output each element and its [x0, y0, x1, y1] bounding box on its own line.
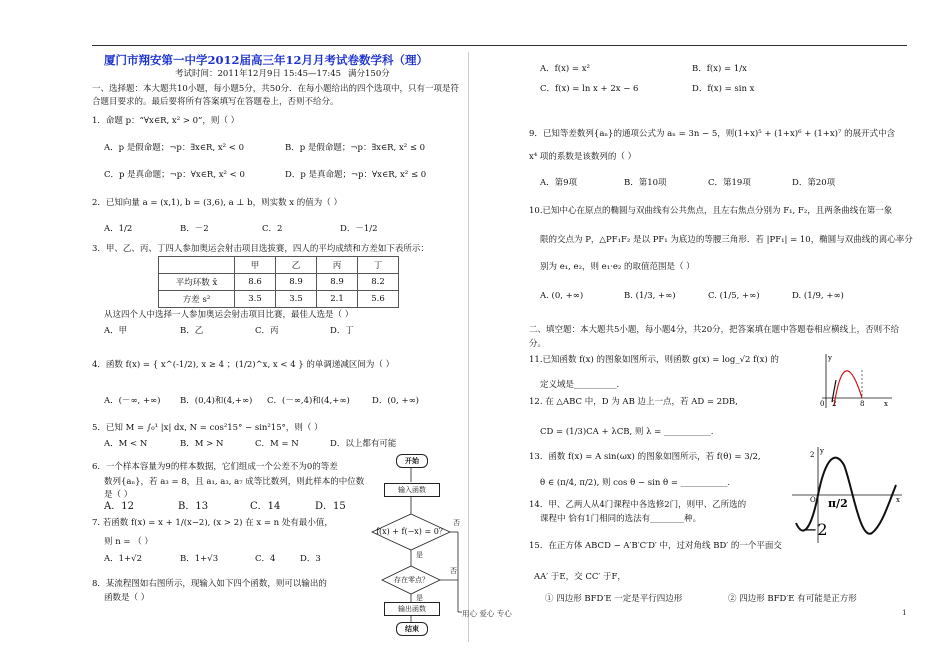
flow-no-1: 否: [453, 519, 460, 527]
q3-option-a: A．甲: [104, 326, 128, 336]
q11-function-graph: [814, 350, 894, 410]
table-cell: 乙: [276, 257, 317, 274]
q7-option-b: B．1+√3: [180, 554, 219, 564]
section2-line1: 二、填空题：本大题共5小题，每小题4分，共20分，把答案填在题中答题卷相应横线上，否则不给: [529, 325, 900, 335]
column-divider: [468, 52, 469, 642]
q12-line1: 12. 在 △ABC 中，D 为 AB 边上一点，若 AD = 2DB,: [529, 397, 738, 407]
flow-input: 输入函数: [384, 483, 440, 497]
q4-stem: 4．函数 f(x) = { x^(-1/2), x ≥ 4 ；(1/2)^x, x < 4 } 的单调递减区间为（ ）: [92, 360, 395, 370]
q8-option-a: A．f(x) = x²: [540, 64, 590, 74]
q8-option-c: C．f(x) = ln x + 2x − 6: [540, 84, 639, 94]
q13-amp-pos: 2: [810, 451, 815, 459]
q4-option-a: A．(－∞, +∞): [104, 396, 161, 406]
table-cell: [159, 257, 235, 274]
table-cell: 3.5: [276, 291, 317, 308]
q10-line1: 10.已知中心在原点的椭圆与双曲线有公共焦点，且左右焦点分别为 F₁, F₂，且两条曲线在第一象: [529, 206, 893, 216]
table-cell: 方差 s²: [159, 291, 235, 308]
table-cell: 8.2: [358, 274, 399, 291]
header-rule: [92, 45, 907, 46]
q1-option-c: C．p 是真命题；¬p：∀x∈R, x² < 0: [104, 170, 245, 180]
table-cell: 5.6: [358, 291, 399, 308]
q13-amp-neg: −2: [804, 520, 828, 539]
q2-option-d: D．－1/2: [340, 224, 378, 234]
q5-stem: 5．已知 M = ∫₀¹ |x| dx, N = cos²15° − sin²15°，则（ ）: [92, 423, 323, 433]
q9-option-c: C．第19项: [708, 178, 751, 188]
q4-option-b: B．(0,4)和(4,+∞): [180, 396, 253, 406]
q6-option-b: B．13: [178, 501, 209, 512]
q13-tick-pi2: π/2: [828, 497, 848, 510]
instructions-line1: 一、选择题：本大题共10小题，每小题5分，共50分．在每小题给出的四个选项中，只有一项是符: [92, 84, 460, 94]
table-cell: 丁: [358, 257, 399, 274]
q15-option-2: ② 四边形 BFD′E 有可能是正方形: [728, 594, 857, 604]
q3-stem: 3．甲、乙、丙、丁四人参加奥运会射击项目选拔赛，四人的平均成绩和方差如下表所示：: [92, 244, 429, 254]
section2-line2: 分。: [529, 339, 547, 349]
table-header-row: [159, 257, 399, 274]
table-cell: 平均环数 x̄: [159, 274, 235, 291]
table-cell: 2.1: [317, 291, 358, 308]
q3-option-d: D．丁: [330, 326, 354, 336]
q5-option-d: D．以上都有可能: [330, 439, 397, 449]
q12-line2: CD = (1/3)CA + λCB, 则 λ = ___________.: [540, 427, 714, 437]
q11-line2: 定义域是__________．: [540, 380, 626, 390]
q4-option-c: C．(－∞,4)和(4,+∞): [267, 396, 350, 406]
q14-line2: 课程中 恰有1门相同的选法有________种。: [540, 514, 702, 524]
q9-option-d: D．第20项: [792, 178, 836, 188]
table-cell: 8.9: [317, 274, 358, 291]
q15-option-1: ① 四边形 BFD′E 一定是平行四边形: [545, 594, 683, 604]
flow-start: 开始: [396, 454, 428, 468]
score-table: [158, 256, 399, 308]
q5-option-c: C．M = N: [255, 439, 299, 449]
q3-follow: 从这四个人中选择一人参加奥运会射击项目比赛，最佳人选是（ ）: [104, 310, 354, 320]
q5-option-a: A．M < N: [104, 439, 148, 449]
flow-cond-odd: f(x) + f(−x) = 0？: [376, 527, 447, 536]
table-cell: 丙: [317, 257, 358, 274]
flow-yes-2: 是: [416, 594, 423, 602]
q6-line2: 数列{aₙ}，若 a₃ = 8，且 a₁, a₃, a₇ 成等比数列，则此样本的中位数: [104, 477, 365, 487]
q2-option-a: A．1/2: [104, 224, 133, 234]
flowchart: [350, 452, 462, 637]
q6-line1: 6．一个样本容量为9的样本数据，它们组成一个公差不为0的等差: [92, 462, 338, 472]
q2-stem: 2．已知向量 a = (x,1), b = (3,6), a ⊥ b，则实数 x 的值为（ ）: [92, 198, 342, 208]
exam-title: 厦门市翔安第一中学2012届高三年12月月考试卷数学科（理）: [104, 53, 429, 67]
q8-line1: 8．某流程图如右图所示，现输入如下四个函数，则可以输出的: [92, 579, 327, 589]
flow-cond-zero: 存在零点？: [394, 576, 429, 584]
q6-line3: 是（ ）: [104, 490, 133, 500]
q13-sine-graph: [790, 445, 905, 545]
flow-yes-1: 是: [416, 551, 423, 559]
q11-axis-y: y: [828, 354, 832, 362]
q10-option-d: D. (1/9, +∞): [792, 291, 844, 301]
q4-option-d: D．(0, +∞): [372, 396, 419, 406]
q13-line1: 13．函数 f(x) = A sin(ωx) 的图象如图所示，若 f(θ) = 3/2,: [529, 452, 761, 462]
q7-option-d: D．3: [300, 554, 321, 564]
table-row: [159, 274, 399, 291]
table-cell: 3.5: [235, 291, 276, 308]
q11-tick-2: 2: [832, 400, 837, 408]
q5-option-b: B．M > N: [180, 439, 224, 449]
q10-option-c: C. (1/5, +∞): [708, 291, 760, 301]
q8-option-d: D．f(x) = sin x: [692, 84, 755, 94]
q10-option-b: B. (1/3, +∞): [624, 291, 676, 301]
q2-option-c: C．2: [262, 224, 283, 234]
q13-axis-y: y: [820, 447, 824, 455]
q11-axis-x: x: [884, 400, 888, 408]
q11-tick-0: 0: [820, 400, 825, 408]
q8-option-b: B．f(x) = 1/x: [692, 64, 747, 74]
q6-option-d: D．15: [315, 501, 346, 512]
q9-option-a: A．第9项: [540, 178, 578, 188]
q13-origin: O: [810, 496, 816, 504]
q2-option-b: B．－2: [180, 224, 209, 234]
q1-option-d: D．p 是真命题；¬p：∀x∈R, x² ≤ 0: [285, 170, 427, 180]
instructions-line2: 合题目要求的。最后要将所有答案填写在答题卷上，否则不给分。: [92, 97, 339, 107]
q7-option-a: A．1+√2: [104, 554, 142, 564]
q10-line2: 限的交点为 P，△PF₁F₂ 是以 PF₁ 为底边的等腰三角形．若 |PF₁| = 10，椭圆与双曲线的离心率分: [540, 235, 913, 245]
flow-output: 输出函数: [384, 602, 440, 616]
table-cell: 8.6: [235, 274, 276, 291]
q7-line2: 则 n = （ ）: [104, 537, 153, 547]
table-cell: 甲: [235, 257, 276, 274]
q6-option-c: C．14: [250, 501, 281, 512]
q7-stem: 7. 若函数 f(x) = x + 1/(x−2), (x > 2) 在 x = n 处有最小值，: [92, 518, 333, 528]
q10-line3: 别为 e₁, e₂，则 e₁·e₂ 的取值范围是（ ）: [540, 262, 695, 272]
q11-line1: 11.已知函数 f(x) 的图象如图所示，则函数 g(x) = log_√2 f(x) 的: [529, 355, 779, 365]
page-number: 1: [902, 608, 907, 617]
footer-text: 用心 爱心 专心: [462, 609, 512, 618]
q3-option-b: B．乙: [180, 326, 204, 336]
q11-tick-8: 8: [860, 400, 865, 408]
q7-option-c: C．4: [255, 554, 276, 564]
q1-stem: 1．命题 p：“∀x∈R, x² > 0”，则（ ）: [92, 116, 240, 126]
q1-option-b: B．p 是假命题；¬p：∃x∈R, x² ≤ 0: [285, 143, 426, 153]
q14-line1: 14．甲、乙两人从4门课程中各选修2门，则甲、乙所选的: [529, 500, 747, 510]
table-cell: 8.9: [276, 274, 317, 291]
table-row: [159, 291, 399, 308]
q8-line2: 函数是（ ）: [104, 593, 150, 603]
q3-option-c: C．丙: [255, 326, 279, 336]
flow-end: 结束: [396, 622, 428, 636]
q13-axis-x: x: [896, 496, 900, 504]
q15-line1: 15．在正方体 ABCD − A′B′C′D′ 中，过对角线 BD′ 的一个平面交: [529, 541, 782, 551]
q10-option-a: A. (0, +∞): [540, 291, 584, 301]
q15-line2: AA′ 于E，交 CC′ 于F，: [534, 572, 626, 582]
q9-line1: 9．已知等差数列{aₙ}的通项公式为 aₙ = 3n − 5，则(1+x)⁵ + (1+x)⁶ + (1+x)⁷ 的展开式中含: [529, 129, 896, 139]
q1-option-a: A．p 是假命题；¬p：∃x∈R, x² < 0: [104, 143, 244, 153]
q9-option-b: B．第10项: [624, 178, 667, 188]
exam-time: 考试时间：2011年12月9日 15:45—17:45: [175, 69, 342, 79]
q6-option-a: A．12: [104, 501, 134, 512]
flow-no-2: 否: [450, 567, 457, 575]
q9-line2: x⁴ 项的系数是该数列的（ ）: [529, 152, 637, 162]
q13-line2: θ ∈ (π/4, π/2), 则 cos θ − sin θ = ___________.: [540, 478, 731, 488]
full-score: 满分150分: [348, 69, 390, 79]
